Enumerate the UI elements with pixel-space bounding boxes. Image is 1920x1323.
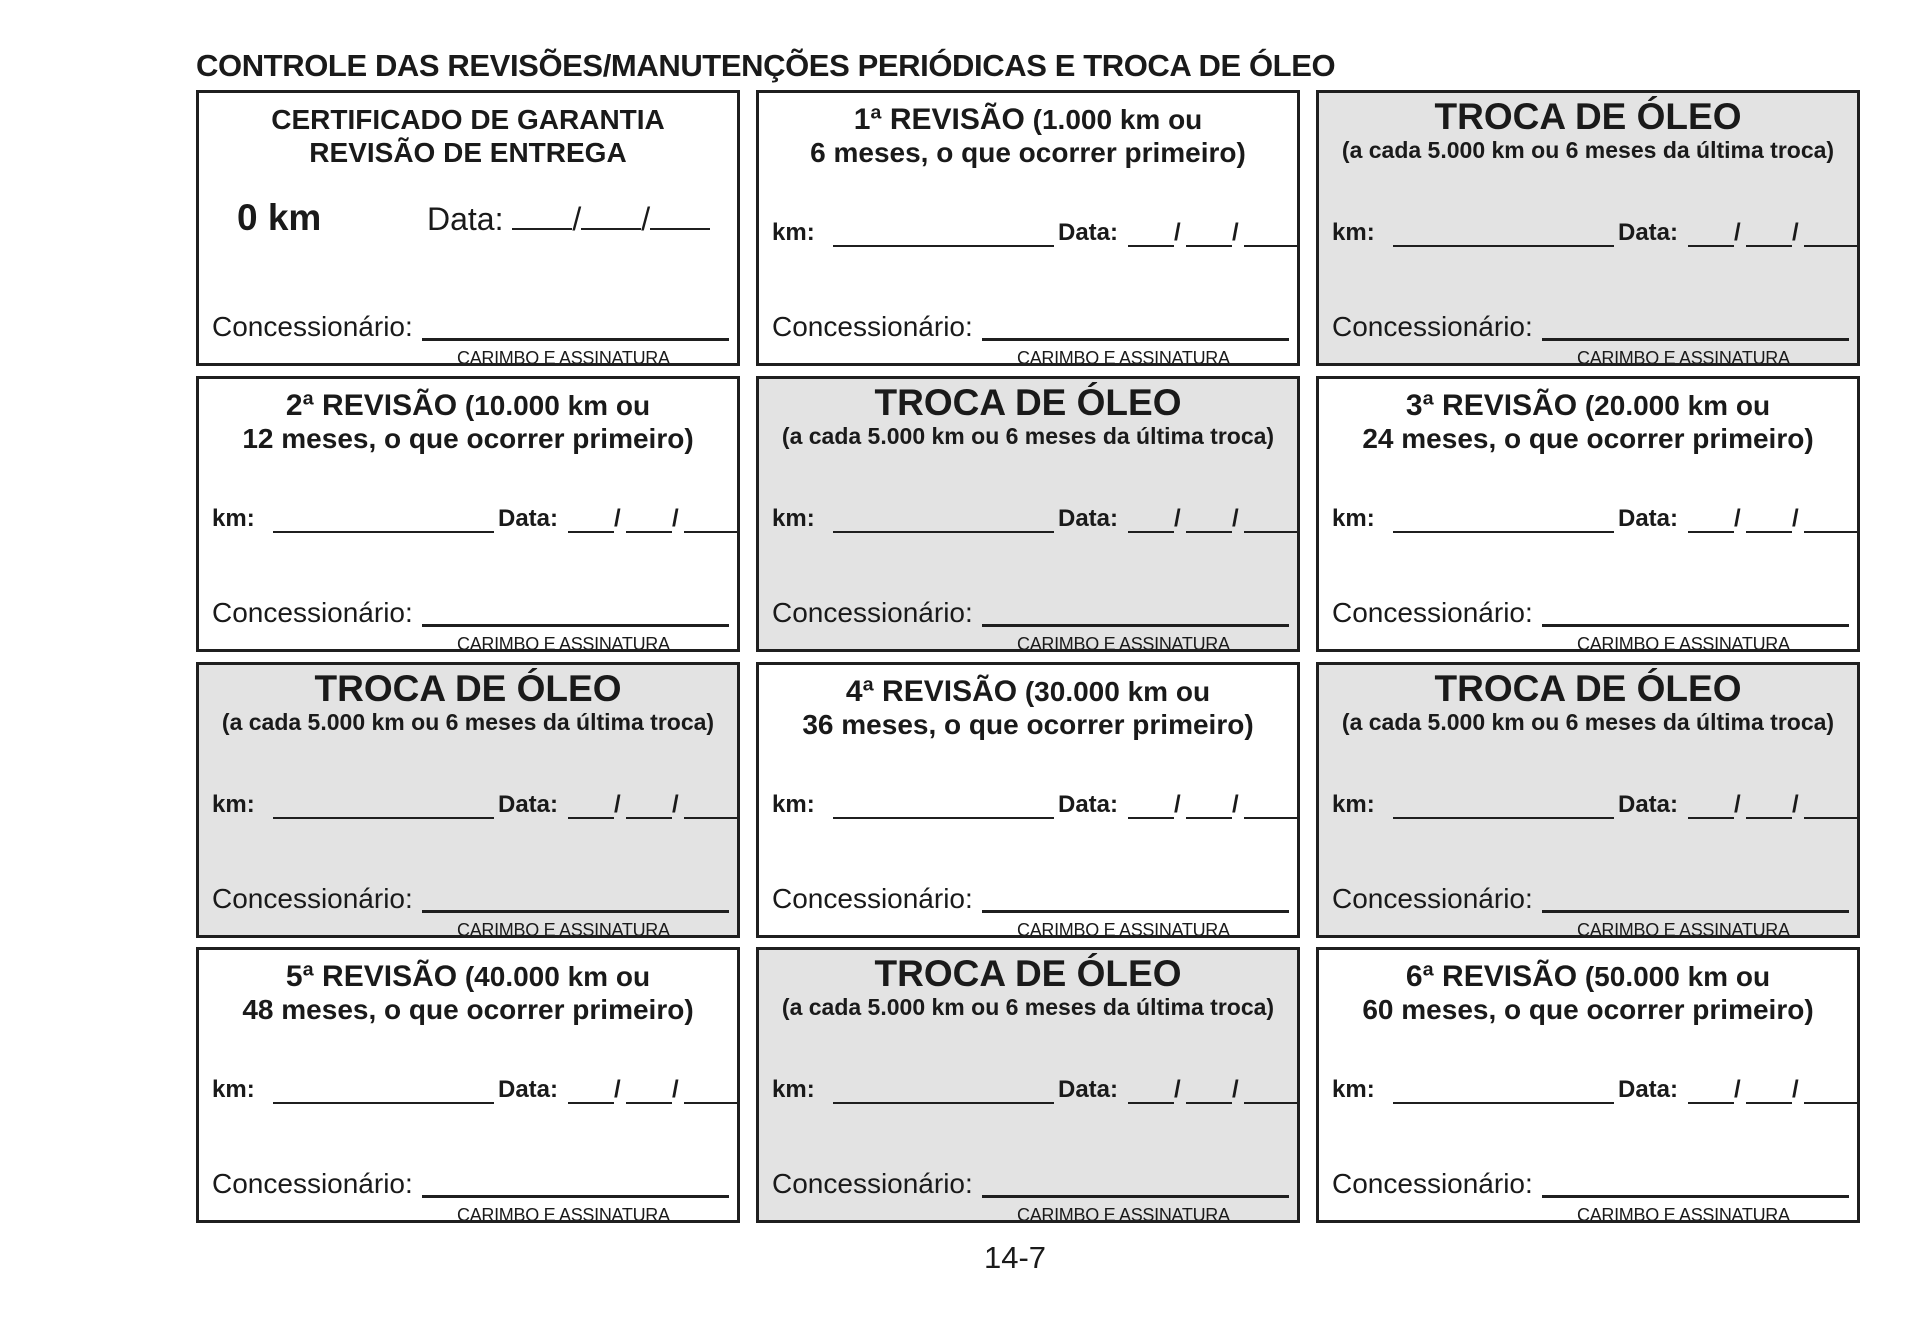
- date-label: Data:: [1058, 1076, 1119, 1103]
- km-blank[interactable]: [833, 816, 1054, 819]
- dealer-row: [772, 883, 1289, 917]
- stamp-caption: CARIMBO E ASSINATURA: [1017, 634, 1230, 652]
- revision-number: 5ª REVISÃO: [285, 960, 458, 993]
- date-slash: /: [1734, 1076, 1741, 1103]
- card-revisao-4: [756, 662, 1300, 938]
- stamp-caption: CARIMBO E ASSINATURA: [1577, 920, 1790, 938]
- km-date-row: [1332, 501, 1852, 533]
- card-revisao-5: [196, 947, 740, 1223]
- date-slash: /: [641, 201, 651, 237]
- revision-number: 2ª REVISÃO: [285, 389, 458, 422]
- date-slash: /: [672, 791, 679, 818]
- card-title-line2: REVISÃO DE ENTREGA: [309, 137, 627, 168]
- dealer-row: [212, 883, 729, 917]
- revision-condition: 24 meses, o que ocorrer primeiro): [1362, 423, 1814, 454]
- revision-condition: 60 meses, o que ocorrer primeiro): [1362, 994, 1814, 1025]
- km-date-row: [772, 1072, 1292, 1104]
- day-blank[interactable]: [568, 1101, 614, 1104]
- date-slash: /: [1792, 1076, 1799, 1103]
- dealer-signature-line[interactable]: [422, 624, 729, 627]
- revision-condition: 48 meses, o que ocorrer primeiro): [242, 994, 694, 1025]
- km-label: km:: [212, 505, 255, 532]
- card-header: [199, 960, 737, 1026]
- date-slash: /: [1734, 219, 1741, 246]
- oil-change-title: TROCA DE ÓLEO: [874, 953, 1182, 994]
- date-slash: /: [672, 1076, 679, 1103]
- dealer-label: Concessionário:: [212, 1168, 413, 1199]
- dealer-signature-line[interactable]: [1542, 624, 1849, 627]
- year-blank[interactable]: [1804, 1101, 1859, 1104]
- day-blank[interactable]: [512, 228, 572, 230]
- month-blank[interactable]: [1746, 530, 1792, 533]
- date-slash: /: [1232, 1076, 1239, 1103]
- dealer-signature-line[interactable]: [982, 1195, 1289, 1198]
- revision-interval: (50.000 km ou: [1577, 961, 1771, 992]
- km-date-row: [212, 501, 732, 533]
- dealer-signature-line[interactable]: [982, 338, 1289, 341]
- page-title: CONTROLE DAS REVISÕES/MANUTENÇÕES PERIÓDICAS E TROCA DE ÓLEO: [196, 48, 1336, 83]
- day-blank[interactable]: [1688, 1101, 1734, 1104]
- dealer-signature-line[interactable]: [422, 910, 729, 913]
- card-troca-oleo-4: [1316, 662, 1860, 938]
- stamp-caption: CARIMBO E ASSINATURA: [457, 348, 670, 366]
- day-blank[interactable]: [568, 816, 614, 819]
- card-revisao-6: [1316, 947, 1860, 1223]
- date-slash: /: [1232, 219, 1239, 246]
- day-blank[interactable]: [1128, 244, 1174, 247]
- dealer-signature-line[interactable]: [982, 910, 1289, 913]
- oil-change-subtitle: (a cada 5.000 km ou 6 meses da última troca): [781, 423, 1275, 449]
- stamp-caption: CARIMBO E ASSINATURA: [1017, 1205, 1230, 1223]
- revision-condition: 6 meses, o que ocorrer primeiro): [810, 137, 1246, 168]
- km-label: km:: [1332, 1076, 1375, 1103]
- date-slash: /: [1734, 791, 1741, 818]
- dealer-row: [1332, 597, 1849, 631]
- oil-change-subtitle: (a cada 5.000 km ou 6 meses da última troca): [1341, 709, 1835, 735]
- dealer-row: [212, 597, 729, 631]
- date-label: Data:: [1618, 505, 1679, 532]
- date-label: Data:: [498, 505, 559, 532]
- dealer-label: Concessionário:: [1332, 1168, 1533, 1199]
- km-blank[interactable]: [273, 816, 494, 819]
- dealer-label: Concessionário:: [772, 311, 973, 342]
- dealer-label: Concessionário:: [212, 311, 413, 342]
- revision-interval: (1.000 km ou: [1024, 104, 1203, 135]
- date-label: Data:: [1058, 219, 1119, 246]
- card-troca-oleo-5: [756, 947, 1300, 1223]
- date-slash: /: [1792, 505, 1799, 532]
- date-slash: /: [1174, 791, 1181, 818]
- revision-interval: (40.000 km ou: [457, 961, 651, 992]
- date-slash: /: [672, 505, 679, 532]
- card-troca-oleo-3: [196, 662, 740, 938]
- year-blank[interactable]: [684, 816, 739, 819]
- month-blank[interactable]: [1186, 530, 1232, 533]
- stamp-caption: CARIMBO E ASSINATURA: [1577, 348, 1790, 366]
- dealer-label: Concessionário:: [212, 597, 413, 628]
- year-blank[interactable]: [1244, 1101, 1299, 1104]
- card-revisao-1: [756, 90, 1300, 366]
- dealer-label: Concessionário:: [1332, 597, 1533, 628]
- card-troca-oleo-2: [756, 376, 1300, 652]
- dealer-label: Concessionário:: [772, 597, 973, 628]
- km-date-row: [772, 787, 1292, 819]
- km-blank[interactable]: [273, 1101, 494, 1104]
- km-blank[interactable]: [833, 244, 1054, 247]
- day-blank[interactable]: [1688, 244, 1734, 247]
- stamp-caption: CARIMBO E ASSINATURA: [1017, 920, 1230, 938]
- revision-interval: (30.000 km ou: [1017, 676, 1211, 707]
- date-label: Data:: [1058, 791, 1119, 818]
- km-label: km:: [1332, 219, 1375, 246]
- km-date-row: [212, 1072, 732, 1104]
- date-slash: /: [1174, 1076, 1181, 1103]
- date-slash: /: [614, 791, 621, 818]
- dealer-signature-line[interactable]: [982, 624, 1289, 627]
- km-blank[interactable]: [833, 530, 1054, 533]
- date-label: Data:: [1618, 791, 1679, 818]
- date-slash: /: [572, 201, 582, 237]
- date-label: Data:: [427, 201, 504, 237]
- date-slash: /: [1174, 219, 1181, 246]
- day-blank[interactable]: [1688, 816, 1734, 819]
- card-header: [199, 103, 737, 169]
- dealer-label: Concessionário:: [1332, 311, 1533, 342]
- stamp-caption: CARIMBO E ASSINATURA: [457, 634, 670, 652]
- month-blank[interactable]: [626, 1101, 672, 1104]
- date-slash: /: [1792, 219, 1799, 246]
- card-header: [759, 103, 1297, 169]
- km-label: km:: [212, 791, 255, 818]
- dealer-row: [772, 311, 1289, 345]
- dealer-row: [772, 597, 1289, 631]
- month-blank[interactable]: [626, 816, 672, 819]
- km-blank[interactable]: [1393, 530, 1614, 533]
- stamp-caption: CARIMBO E ASSINATURA: [1577, 1205, 1790, 1223]
- card-header: [1319, 389, 1857, 455]
- month-blank[interactable]: [1186, 244, 1232, 247]
- month-blank[interactable]: [1746, 244, 1792, 247]
- stamp-caption: CARIMBO E ASSINATURA: [1577, 634, 1790, 652]
- date-slash: /: [1734, 505, 1741, 532]
- date-slash: /: [1232, 791, 1239, 818]
- card-header: [1319, 960, 1857, 1026]
- revision-interval: (20.000 km ou: [1577, 390, 1771, 421]
- km-blank[interactable]: [1393, 816, 1614, 819]
- date-label: Data:: [498, 1076, 559, 1103]
- day-blank[interactable]: [1128, 530, 1174, 533]
- card-troca-oleo-1: [1316, 90, 1860, 366]
- card-revisao-2: [196, 376, 740, 652]
- month-blank[interactable]: [1746, 816, 1792, 819]
- year-blank[interactable]: [684, 1101, 739, 1104]
- dealer-row: [1332, 883, 1849, 917]
- dealer-signature-line[interactable]: [422, 338, 729, 341]
- oil-change-subtitle: (a cada 5.000 km ou 6 meses da última troca): [1341, 137, 1835, 163]
- dealer-row: [212, 311, 729, 345]
- km-label: km:: [1332, 791, 1375, 818]
- km-label: km:: [772, 505, 815, 532]
- card-header: [759, 675, 1297, 741]
- date-label: Data:: [1618, 219, 1679, 246]
- year-blank[interactable]: [1804, 530, 1859, 533]
- card-revisao-3: [1316, 376, 1860, 652]
- dealer-row: [772, 1168, 1289, 1202]
- year-blank[interactable]: [1244, 816, 1299, 819]
- km-date-row: [212, 787, 732, 819]
- card-header: [199, 389, 737, 455]
- dealer-signature-line[interactable]: [1542, 338, 1849, 341]
- dealer-label: Concessionário:: [772, 1168, 973, 1199]
- date-label: Data:: [1618, 1076, 1679, 1103]
- dealer-row: [1332, 1168, 1849, 1202]
- revision-condition: 12 meses, o que ocorrer primeiro): [242, 423, 694, 454]
- year-blank[interactable]: [1244, 530, 1299, 533]
- km-blank[interactable]: [1393, 244, 1614, 247]
- oil-change-title: TROCA DE ÓLEO: [314, 668, 622, 709]
- page-number: 14-7: [984, 1240, 1047, 1275]
- km-blank[interactable]: [273, 530, 494, 533]
- stamp-caption: CARIMBO E ASSINATURA: [457, 920, 670, 938]
- dealer-signature-line[interactable]: [422, 1195, 729, 1198]
- year-blank[interactable]: [1804, 244, 1859, 247]
- revision-interval: (10.000 km ou: [457, 390, 651, 421]
- dealer-signature-line[interactable]: [1542, 1195, 1849, 1198]
- km-label: km:: [212, 1076, 255, 1103]
- date-slash: /: [1792, 791, 1799, 818]
- year-blank[interactable]: [650, 228, 710, 230]
- stamp-caption: CARIMBO E ASSINATURA: [457, 1205, 670, 1223]
- km-label: km:: [772, 1076, 815, 1103]
- day-blank[interactable]: [1128, 1101, 1174, 1104]
- km-label: km:: [772, 791, 815, 818]
- km-date-row: [1332, 215, 1852, 247]
- card-certificado: [196, 90, 740, 366]
- month-blank[interactable]: [1186, 1101, 1232, 1104]
- dealer-label: Concessionário:: [212, 883, 413, 914]
- dealer-row: [212, 1168, 729, 1202]
- day-blank[interactable]: [568, 530, 614, 533]
- km-date-row: [1332, 787, 1852, 819]
- revision-number: 4ª REVISÃO: [845, 675, 1018, 708]
- km-date-row: [1332, 1072, 1852, 1104]
- month-blank[interactable]: [1186, 816, 1232, 819]
- day-blank[interactable]: [1128, 816, 1174, 819]
- oil-change-title: TROCA DE ÓLEO: [1434, 96, 1742, 137]
- km-label: km:: [772, 219, 815, 246]
- km-date-row: [772, 501, 1292, 533]
- dealer-label: Concessionário:: [1332, 883, 1533, 914]
- oil-change-title: TROCA DE ÓLEO: [874, 382, 1182, 423]
- km-date-row: [772, 215, 1292, 247]
- dealer-row: [1332, 311, 1849, 345]
- day-blank[interactable]: [1688, 530, 1734, 533]
- km-blank[interactable]: [833, 1101, 1054, 1104]
- year-blank[interactable]: [1244, 244, 1299, 247]
- date-label: Data:: [1058, 505, 1119, 532]
- date-label: Data:: [498, 791, 559, 818]
- oil-change-title: TROCA DE ÓLEO: [1434, 668, 1742, 709]
- stamp-caption: CARIMBO E ASSINATURA: [1017, 348, 1230, 366]
- date-slash: /: [614, 505, 621, 532]
- date-slash: /: [1232, 505, 1239, 532]
- date-field[interactable]: [427, 201, 710, 238]
- year-blank[interactable]: [1804, 816, 1859, 819]
- oil-change-subtitle: (a cada 5.000 km ou 6 meses da última troca): [781, 994, 1275, 1020]
- dealer-signature-line[interactable]: [1542, 910, 1849, 913]
- month-blank[interactable]: [626, 530, 672, 533]
- revision-number: 3ª REVISÃO: [1405, 389, 1578, 422]
- km-value: 0 km: [237, 197, 322, 238]
- revision-condition: 36 meses, o que ocorrer primeiro): [802, 709, 1254, 740]
- km-label: km:: [1332, 505, 1375, 532]
- km-blank[interactable]: [1393, 1101, 1614, 1104]
- date-slash: /: [614, 1076, 621, 1103]
- year-blank[interactable]: [684, 530, 739, 533]
- date-slash: /: [1174, 505, 1181, 532]
- month-blank[interactable]: [1746, 1101, 1792, 1104]
- oil-change-subtitle: (a cada 5.000 km ou 6 meses da última troca): [221, 709, 715, 735]
- dealer-label: Concessionário:: [772, 883, 973, 914]
- revision-number: 6ª REVISÃO: [1405, 960, 1578, 993]
- month-blank[interactable]: [581, 228, 641, 230]
- revision-number: 1ª REVISÃO: [853, 103, 1025, 136]
- card-title-line1: CERTIFICADO DE GARANTIA: [271, 104, 665, 135]
